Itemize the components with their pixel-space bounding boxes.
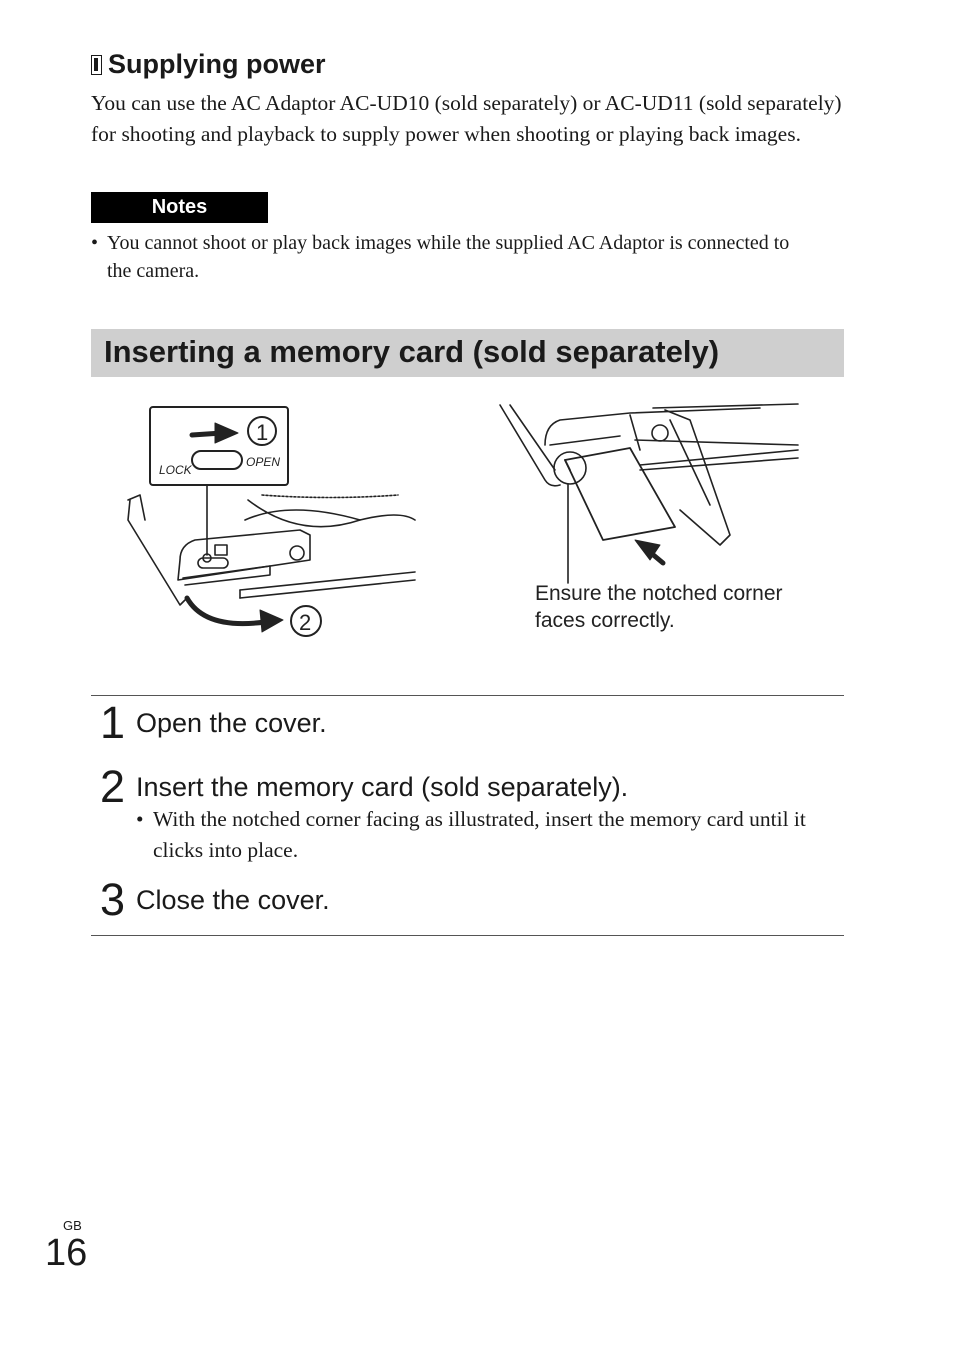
open-label: OPEN (246, 455, 281, 469)
step-2-bullet-text: With the notched corner facing as illustrated, insert the memory card until it clicks into place. (153, 807, 806, 862)
supplying-power-paragraph: You can use the AC Adaptor AC-UD10 (sold separately) or AC-UD11 (sold separately) for shooting and playback to supply power when shooting or playing back images. (91, 91, 842, 146)
illustration-caption (535, 580, 783, 634)
section-marker-icon (91, 55, 102, 75)
memory-card-icon (565, 448, 675, 540)
section-title: Inserting a memory card (sold separately) (104, 334, 720, 369)
subsection-title: Supplying power (108, 49, 326, 79)
steps-top-divider (91, 695, 844, 696)
notes-label: Notes (91, 192, 268, 223)
marker-1-label: 1 (256, 420, 269, 445)
page-number: 16 (45, 1232, 88, 1274)
step-1-text: Open the cover. (136, 708, 327, 738)
step-3-number: 3 (100, 874, 126, 925)
caption-line-1: Ensure the notched corner (535, 582, 783, 605)
marker-2-label: 2 (299, 610, 312, 635)
section-header (91, 329, 844, 377)
step-2-bullet (136, 804, 826, 866)
bullet-icon: • (136, 807, 144, 831)
step-1-number: 1 (100, 697, 126, 748)
open-cover-arrow-icon (187, 598, 265, 624)
subsection-heading (91, 49, 326, 80)
note-text: You cannot shoot or play back images while the supplied AC Adaptor is connected to the camera. (107, 232, 790, 282)
step-2-text: Insert the memory card (sold separately). (136, 772, 629, 802)
steps-bottom-divider (91, 935, 844, 936)
caption-line-2: faces correctly. (535, 609, 675, 632)
region-code: GB (63, 1218, 82, 1233)
step-3-text: Close the cover. (136, 885, 330, 915)
bullet-icon: • (91, 232, 99, 254)
camera-right-icon (500, 404, 798, 545)
step-2-number: 2 (100, 761, 126, 812)
note-item (91, 229, 811, 285)
lock-label: LOCK (159, 463, 192, 477)
memory-card-illustration (0, 395, 954, 665)
camera-left-icon (128, 495, 415, 605)
